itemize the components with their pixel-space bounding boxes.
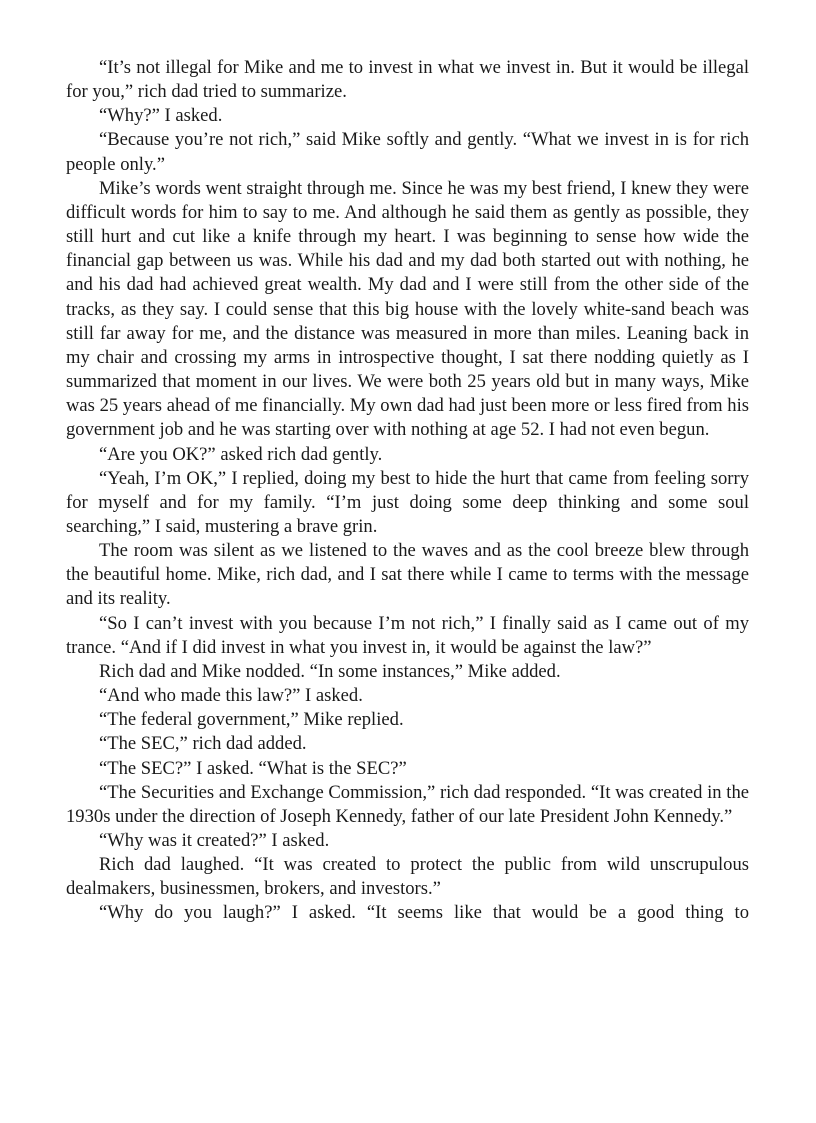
paragraph: “Yeah, I’m OK,” I replied, doing my best to hide the hurt that came from feeling sorry for myself and for my family. “I’m just doing some deep thinking and some soul searching,” I said, mustering a brave grin. xyxy=(66,467,749,537)
paragraph: “And who made this law?” I asked. xyxy=(99,685,363,707)
paragraph: “Why was it created?” I asked. xyxy=(99,830,330,851)
paragraph: “Why do you laugh?” I asked. “It seems like that would be a good thing to xyxy=(99,902,749,924)
paragraph: “The federal government,” Mike replied. xyxy=(99,709,404,731)
paragraph: “The Securities and Exchange Commission,” rich dad responded. “It was created in the 1930s under the direction of Joseph Kennedy, father of our late President John Kennedy.” xyxy=(66,781,749,827)
paragraph: Mike’s words went straight through me. Since he was my best friend, I knew they were difficult words for him to say to me. And although he said them as gently as possible, they still hurt and cut like a knife through my heart. I was beginning to sense how wide the financial gap between us was. While his dad and my dad both started out with nothing, he and his dad had achieved great wealth. My dad and I were still from the other side of the tracks, as they say. I could sense that this big house with the lovely white-sand beach was still far away for me, and the distance was measured in more than miles. Leaning back in my chair and crossing my arms in introspective thought, I sat there nodding quietly as I summarized that moment in our lives. We were both 25 years old but in many ways, Mike was 25 years ahead of me financially. My own dad had just been more or less fired from his government job and he was starting over with nothing at age 52. I had not even begun. xyxy=(66,177,749,441)
page-body xyxy=(66,56,749,926)
paragraph: Rich dad and Mike nodded. “In some instances,” Mike added. xyxy=(99,660,561,682)
paragraph: The room was silent as we listened to the waves and as the cool breeze blew through the beautiful home. Mike, rich dad, and I sat there while I came to terms with the message and its reality. xyxy=(66,540,749,610)
paragraph: Rich dad laughed. “It was created to protect the public from wild unscrupulous dealmakers, businessmen, brokers, and investors.” xyxy=(66,854,749,900)
paragraph: “Are you OK?” asked rich dad gently. xyxy=(99,443,383,465)
paragraph: “Because you’re not rich,” said Mike softly and gently. “What we invest in is for rich people only.” xyxy=(66,129,749,175)
paragraph: “The SEC?” I asked. “What is the SEC?” xyxy=(99,757,407,779)
paragraph: “It’s not illegal for Mike and me to invest in what we invest in. But it would be illegal for you,” rich dad tried to summarize. xyxy=(66,57,749,103)
paragraph: “The SEC,” rich dad added. xyxy=(99,733,307,755)
paragraph: “Why?” I asked. xyxy=(99,105,223,127)
paragraph: “So I can’t invest with you because I’m not rich,” I finally said as I came out of my trance. “And if I did invest in what you invest in, it would be against the law?” xyxy=(66,612,749,658)
